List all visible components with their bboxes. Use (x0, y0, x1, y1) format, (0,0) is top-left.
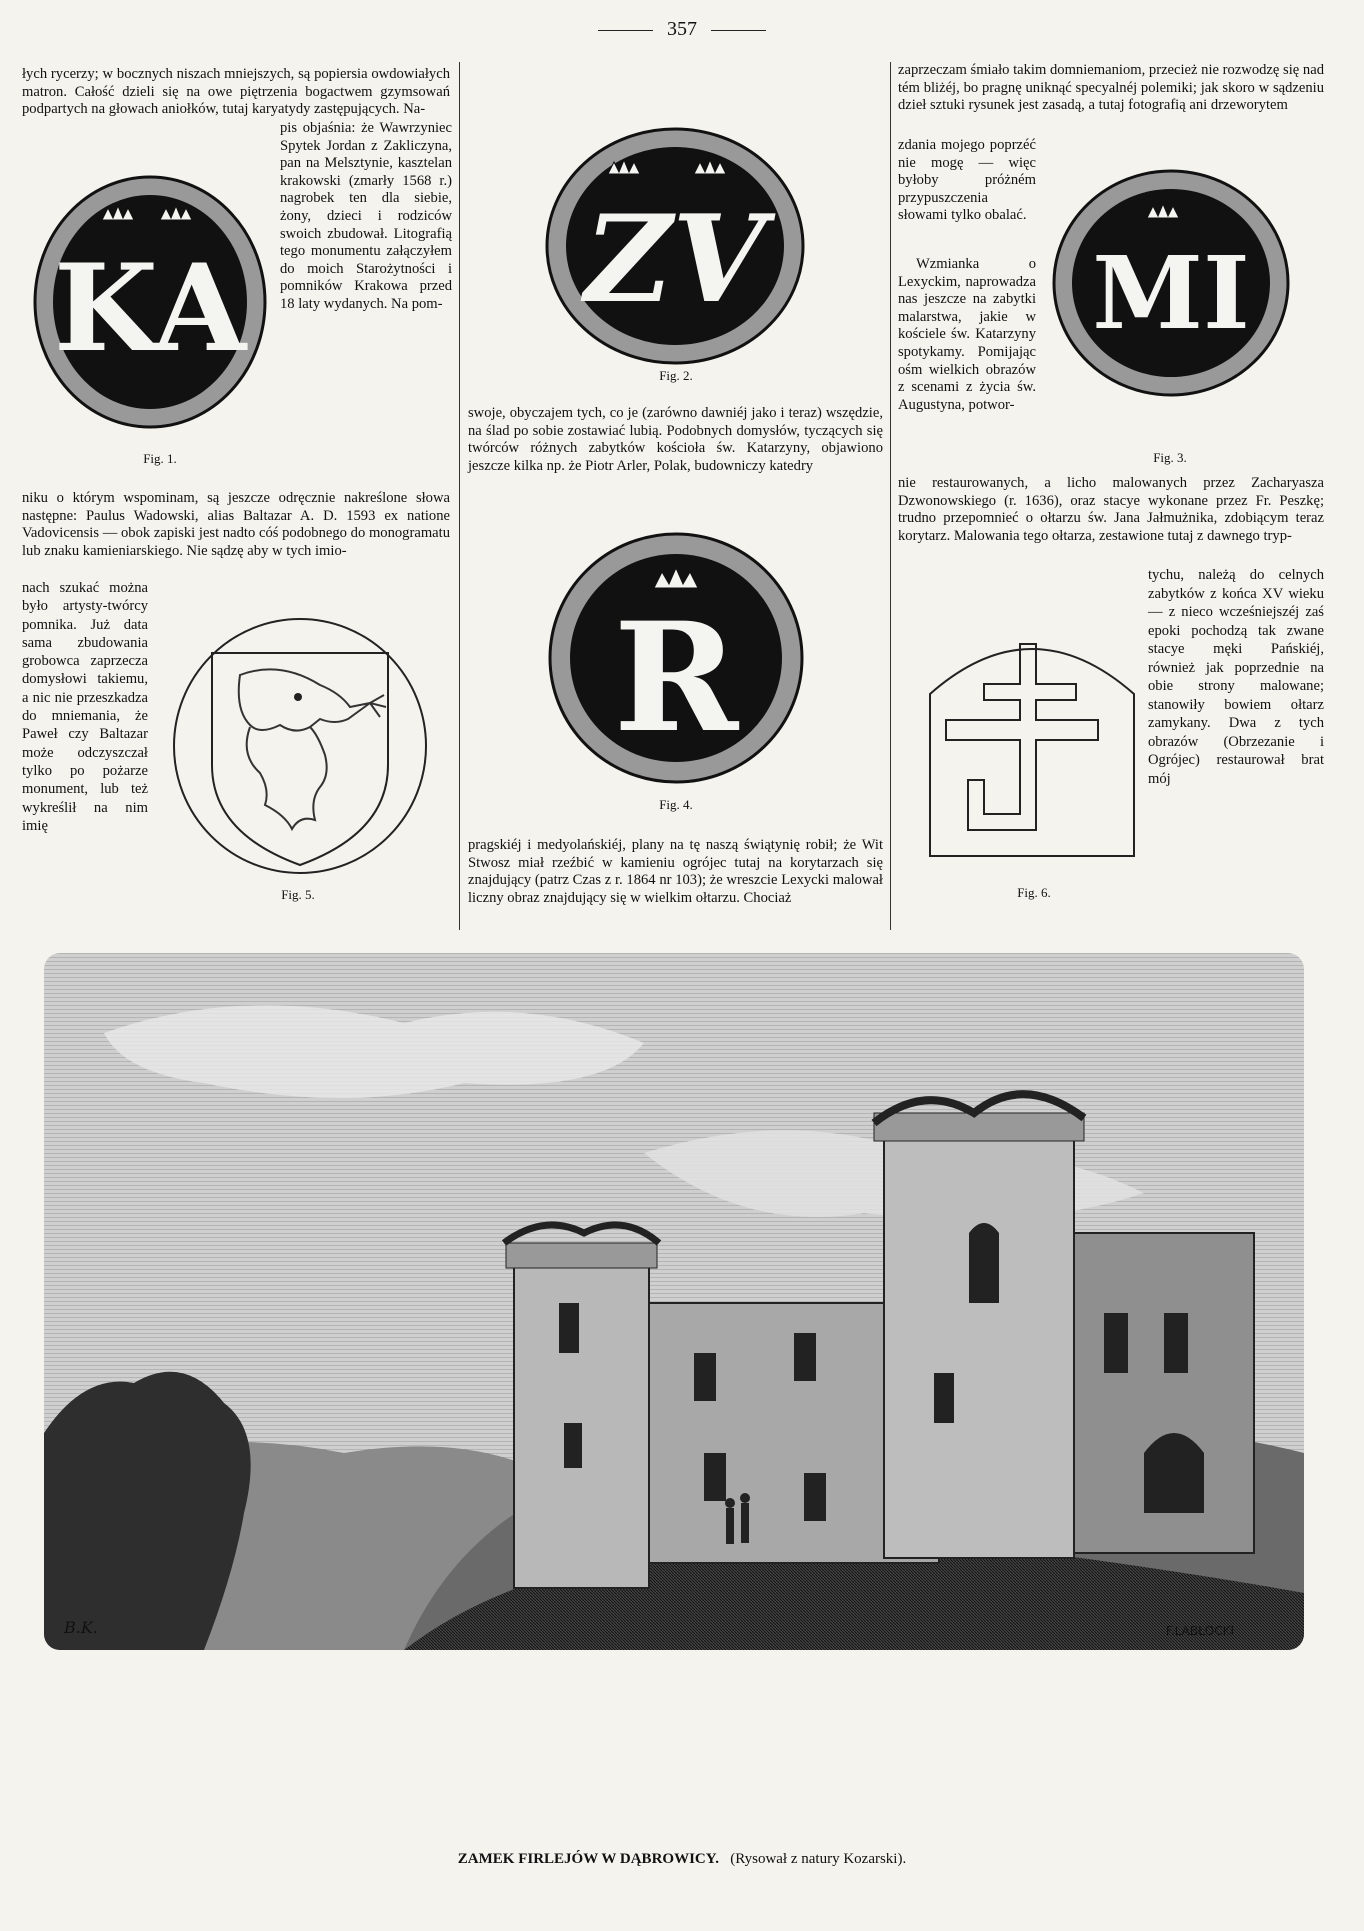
engraving-caption-title: ZAMEK FIRLEJÓW W DĄBROWICY. (457, 1851, 719, 1867)
engraving-signature-left: B.K. (64, 1618, 98, 1637)
right-narrow-text-a (898, 137, 1036, 225)
fig3-letters: MI (1092, 234, 1250, 352)
engraving-caption (0, 1851, 1364, 1868)
fig5-caption: Fig. 5. (281, 887, 315, 902)
right-narrow-paragraph-a: zdania mojego poprzéć nie mogę — więc byłoby próżném przypuszczenia słowami tylko obalać. (898, 137, 1036, 224)
right-narrow-paragraph-b: Wzmianka o Lexyckim, naprowadza nas jeszcze na zabytki malarstwa, jakie w kościele św. Katarzyny spotykamy. Pomijając ośm wielkich obrazów z scenami z życia św. Augustyna, potwor- (898, 256, 1036, 413)
left-full-paragraph: niku o którym wspominam, są jeszcze odręcznie nakreślone słowa następne: Paulus Wadowski, alias Baltazar A. D. 1593 ex natione Vadovicensis — obok zapiski jest nadto cóś podobnego do monogramatu lub znaku kamieniarskiego. Nie sądzę aby w tych imio- (22, 490, 450, 559)
fig1-caption: Fig. 1. (143, 451, 177, 466)
engraving-caption-credit: (Rysował z natury Kozarski). (730, 1851, 907, 1867)
fig5-coat-of-arms (170, 615, 430, 877)
middle-paragraph-b: pragskiéj i medyolańskiéj, plany na tę naszą świątynię robił; że Wit Stwosz miał rzeźbić w kamieniu ogrójec tutaj na korytarzach się znajdujący (patrz Czas z r. 1864 nr 103); że wreszcie Lexycki malował liczny obraz znajdujący się w wielkim ołtarzu. Chociaż (468, 837, 883, 906)
fig4-caption: Fig. 4. (659, 797, 693, 812)
left-column-top (22, 66, 450, 119)
column-rule (459, 62, 460, 930)
fig2-monogram (544, 126, 806, 366)
right-top-text (898, 62, 1324, 115)
page-number: 357 (0, 18, 1364, 41)
right-narrow-paragraph-c: tychu, należą do celnych zabytków z końca XV wieku — z nieco wcześniejszéj zaś epoki pochodzą tak zwane stacye męki Pańskiéj, również jak poprzednie na obie strony malowane; stanowiły bowiem ołtarz zamykany. Dwa z tych obrazów (Obrzezanie i Ogrójec) restaurował brat mój (1148, 567, 1324, 787)
fig1-letters: KA (53, 238, 247, 379)
castle-engraving (44, 953, 1304, 1650)
fig3-monogram (1051, 168, 1291, 398)
left-side-paragraph: pis objaśnia: że Wawrzyniec Spytek Jordan z Zakliczyna, pan na Melsztynie, kasztelan krakowski (zmarły 1568 r.) nagrobek ten dla siebie, żony, dzieci i rodziców swoich zbudował. Litografią tego monumentu załączyłem do moich Starożytności i pomników Krakowa przed 18 laty wydanych. Na pom- (280, 120, 452, 312)
middle-text-a (468, 405, 883, 475)
column-rule (890, 62, 891, 930)
fig4-monogram (546, 530, 806, 786)
fig6-mason-mark (928, 624, 1136, 858)
middle-text-b (468, 837, 883, 907)
fig6-caption: Fig. 6. (1017, 885, 1051, 900)
left-top-text: łych rycerzy; w bocznych niszach mniejszych, są popiersia owdowiałych matron. Całość dzieli się na owe piętrzenia bogactwem gzymsowań podpartych na głowach aniołków, tutaj karyatydy zastępujących. Na- (22, 66, 450, 118)
left-narrow-paragraph: nach szukać można było artysty-twórcy pomnika. Już data sama zbudowania grobowca zaprzecza domysłowi takiemu, a nic nie przeszkadza do mniemania, że Paweł czy Baltazar może odczyszczał tylko po pożarze monument, lub też wykreślił na nim imię (22, 580, 148, 834)
fig3-caption: Fig. 3. (1153, 450, 1187, 465)
left-narrow-text (22, 579, 148, 835)
right-full-paragraph: nie restaurowanych, a licho malowanych przez Zacharyasza Dzwonowskiego (r. 1636), oraz stacye wykonane przez Fr. Peszkę; trudno przepomnieć o ołtarzu św. Jana Jałmużnika, zdobiącym teraz korytarz. Malowania tego ołtarza, zestawione tutaj z dawnego tryp- (898, 475, 1324, 544)
right-full-lines (898, 475, 1324, 545)
fig1-monogram (32, 172, 268, 434)
fig2-caption: Fig. 2. (659, 368, 693, 383)
right-top-paragraph: zaprzeczam śmiało takim domniemaniom, przecież nie rozwodzę się nad tém bliżéj, bo pragnę uniknąć specyalnéj polemiki; jak skoro w sądzeniu dzieł sztuki rysunek jest zasadą, a tutaj fotografią ani drzeworytem (898, 62, 1324, 114)
fig2-letters: ZV (584, 189, 766, 330)
left-side-text (280, 120, 452, 314)
engraving-signature-right: F.LABŁOCKI (1165, 1624, 1234, 1638)
right-narrow-text-c (1148, 566, 1324, 788)
right-narrow-text-b (898, 256, 1036, 414)
left-full-lines (22, 490, 450, 560)
middle-paragraph-a: swoje, obyczajem tych, co je (zarówno dawniéj jako i teraz) wszędzie, na ślad po sobie zostawiać lubią. Podobnych domysłów, tyczących się twórców różnych zabytków kościoła św. Katarzyny, objawiono jeszcze kilka np. że Piotr Arler, Polak, budowniczy katedry (468, 405, 883, 474)
fig4-letters: R (613, 590, 739, 766)
